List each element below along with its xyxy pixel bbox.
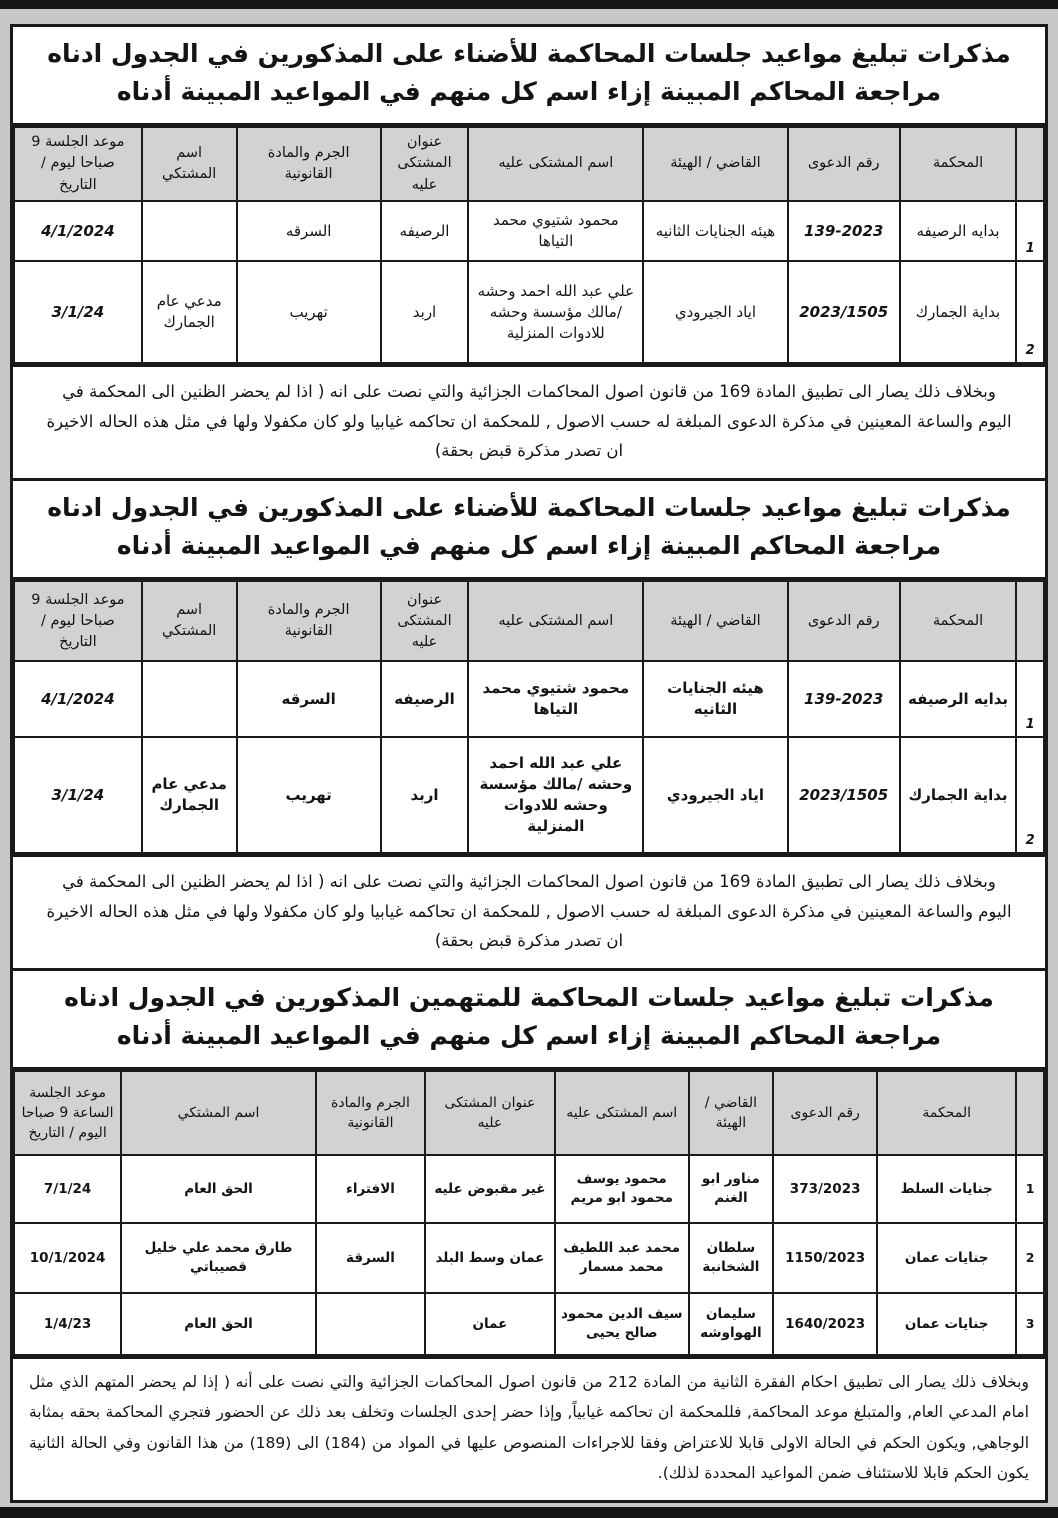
cell-defendant-address: اربد [381, 737, 469, 853]
hearings-table-1 [13, 126, 1045, 364]
table-row [14, 261, 1044, 363]
hearings-table-3 [13, 1070, 1045, 1356]
cell-complainant: مدعي عام الجمارك [142, 261, 237, 363]
cell-crime: تهريب [237, 261, 381, 363]
cell-judge: سليمان الهواوشه [689, 1293, 773, 1355]
cell-judge: اياد الجيرودي [643, 261, 787, 363]
row-number: 2 [1016, 737, 1044, 853]
cell-crime [316, 1293, 425, 1355]
cell-defendant: سيف الدين محمود صالح يحيى [555, 1293, 689, 1355]
col-row-number [1016, 127, 1044, 201]
col-defendant-address: عنوان المشتكى عليه [381, 581, 469, 661]
table-row [14, 661, 1044, 737]
table-row [14, 737, 1044, 853]
table-row [14, 201, 1044, 261]
table-3-header-row [14, 1071, 1044, 1155]
col-defendant: اسم المشتكى عليه [468, 581, 643, 661]
col-defendant-address: عنوان المشتكى عليه [381, 127, 469, 201]
col-judge: القاضي / الهيئة [643, 127, 787, 201]
cell-crime: السرقه [237, 661, 381, 737]
cell-case-number: 1150/2023 [773, 1223, 877, 1293]
cell-case-number: 139-2023 [788, 661, 900, 737]
cell-judge: اياد الجيرودي [643, 737, 787, 853]
cell-defendant-address: غير مقبوض عليه [425, 1155, 555, 1223]
cell-case-number: 1640/2023 [773, 1293, 877, 1355]
col-session-date: موعد الجلسة 9 صباحا ليوم / التاريخ [14, 581, 142, 661]
cell-complainant [142, 201, 237, 261]
cell-defendant: علي عبد الله احمد وحشه /مالك مؤسسة وحشه للادوات المنزلية [468, 261, 643, 363]
cell-judge: سلطان الشخانبة [689, 1223, 773, 1293]
col-crime: الجرم والمادة القانونية [316, 1071, 425, 1155]
cell-complainant: مدعي عام الجمارك [142, 737, 237, 853]
col-complainant: اسم المشتكي [142, 581, 237, 661]
col-complainant: اسم المشتكي [121, 1071, 316, 1155]
table-row [14, 1223, 1044, 1293]
cell-defendant-address: عمان وسط البلد [425, 1223, 555, 1293]
col-crime: الجرم والمادة القانونية [237, 127, 381, 201]
col-row-number [1016, 1071, 1044, 1155]
cell-court: جنايات عمان [877, 1293, 1016, 1355]
cell-defendant-address: اربد [381, 261, 469, 363]
cell-complainant: طارق محمد علي خليل قصيباتي [121, 1223, 316, 1293]
cell-session-date: 10/1/2024 [14, 1223, 121, 1293]
col-session-date: موعد الجلسة الساعة 9 صباحا اليوم / التاريخ [14, 1071, 121, 1155]
cell-crime: السرقه [237, 201, 381, 261]
col-case-number: رقم الدعوى [788, 581, 900, 661]
table-1-header-row [14, 127, 1044, 201]
notice-section-1 [13, 27, 1045, 481]
cell-crime: السرقة [316, 1223, 425, 1293]
cell-complainant: الحق العام [121, 1155, 316, 1223]
cell-court: بدايه الرصيفه [900, 661, 1016, 737]
cell-court: بداية الجمارك [900, 737, 1016, 853]
col-case-number: رقم الدعوى [788, 127, 900, 201]
cell-defendant: محمود شتيوي محمد التياها [468, 661, 643, 737]
scan-top-edge [0, 0, 1058, 9]
cell-judge: هيئه الجنايات الثانيه [643, 201, 787, 261]
row-number: 2 [1016, 261, 1044, 363]
legal-notice-document [10, 24, 1048, 1503]
section-2-legal-note: وبخلاف ذلك يصار الى تطبيق المادة 169 من قانون اصول المحاكمات الجزائية والتي نصت على انه ( اذا لم يحضر الظنين الى المحكمة في اليوم والساعة المعينين في مذكرة الدعوى المبلغة له حسب الاصول , للمحكمة ان تحاكمه غيابيا ولو كان مكفولا ولها في مثل هذه الحاله الاخيرة ان تصدر مذكرة قبض بحقة) [13, 857, 1045, 971]
scan-bottom-edge [0, 1507, 1058, 1518]
section-1-legal-note: وبخلاف ذلك يصار الى تطبيق المادة 169 من قانون اصول المحاكمات الجزائية والتي نصت على انه ( اذا لم يحضر الظنين الى المحكمة في اليوم والساعة المعينين في مذكرة الدعوى المبلغة له حسب الاصول , للمحكمة ان تحاكمه غيابيا ولو كان مكفولا ولها في مثل هذه الحاله الاخيرة ان تصدر مذكرة قبض بحقة) [13, 367, 1045, 481]
table-row [14, 1293, 1044, 1355]
row-number: 1 [1016, 201, 1044, 261]
cell-defendant: علي عبد الله احمد وحشه /مالك مؤسسة وحشه للادوات المنزلية [468, 737, 643, 853]
cell-session-date: 4/1/2024 [14, 201, 142, 261]
row-number: 3 [1016, 1293, 1044, 1355]
cell-defendant: محمود يوسف محمود ابو مريم [555, 1155, 689, 1223]
col-judge: القاضي / الهيئة [643, 581, 787, 661]
col-court: المحكمة [900, 127, 1016, 201]
col-row-number [1016, 581, 1044, 661]
cell-session-date: 1/4/23 [14, 1293, 121, 1355]
cell-court: جنايات عمان [877, 1223, 1016, 1293]
col-defendant: اسم المشتكى عليه [468, 127, 643, 201]
cell-session-date: 7/1/24 [14, 1155, 121, 1223]
cell-judge: مناور ابو الغنم [689, 1155, 773, 1223]
row-number: 1 [1016, 661, 1044, 737]
cell-defendant-address: الرصيفه [381, 201, 469, 261]
hearings-table-2 [13, 580, 1045, 854]
cell-case-number: 2023/1505 [788, 737, 900, 853]
section-3-legal-note: وبخلاف ذلك يصار الى تطبيق احكام الفقرة الثانية من المادة 212 من قانون اصول المحاكمات الجزائية والتي نصت على أنه ( إذا لم يحضر المتهم الذي مثل امام المدعي العام, والمتبلغ موعد المحاكمة, فللمحكمة ان تحاكمه غيابياً, وإذا حضر إحدى الجلسات وتخلف بعد ذلك عن الحضور فتجري المحاكمة بحقه بمثابة الوجاهي, ويكون الحكم في الحالة الاولى قابلا للاعتراض وفقا للاجراءات المنصوص عليها في المواد من (184) الى (189) من هذا القانون وفي الحالة الثانية يكون الحكم قابلا للاستئناف ضمن المواعيد المحددة لذلك). [29, 1373, 1029, 1482]
section-3-title: مذكرات تبليغ مواعيد جلسات المحاكمة للمتهمين المذكورين في الجدول ادناه مراجعة المحاكم المبينة إزاء اسم كل منهم في المواعيد المبينة أدناه [13, 971, 1045, 1070]
cell-session-date: 4/1/2024 [14, 661, 142, 737]
col-session-date: موعد الجلسة 9 صباحا ليوم / التاريخ [14, 127, 142, 201]
table-2-header-row [14, 581, 1044, 661]
cell-court: بدايه الرصيفه [900, 201, 1016, 261]
cell-complainant: الحق العام [121, 1293, 316, 1355]
section-2-title: مذكرات تبليغ مواعيد جلسات المحاكمة للأضناء على المذكورين في الجدول ادناه مراجعة المحاكم المبينة إزاء اسم كل منهم في المواعيد المبينة أدناه [13, 481, 1045, 580]
section-1-title: مذكرات تبليغ مواعيد جلسات المحاكمة للأضناء على المذكورين في الجدول ادناه مراجعة المحاكم المبينة إزاء اسم كل منهم في المواعيد المبينة أدناه [13, 27, 1045, 126]
cell-defendant-address: الرصيفه [381, 661, 469, 737]
cell-case-number: 139-2023 [788, 201, 900, 261]
notice-section-2 [13, 481, 1045, 971]
col-case-number: رقم الدعوى [773, 1071, 877, 1155]
cell-session-date: 3/1/24 [14, 737, 142, 853]
col-defendant: اسم المشتكى عليه [555, 1071, 689, 1155]
cell-crime: تهريب [237, 737, 381, 853]
table-row [14, 1155, 1044, 1223]
row-number: 2 [1016, 1223, 1044, 1293]
cell-judge: هيئه الجنايات الثانيه [643, 661, 787, 737]
notice-section-3 [13, 971, 1045, 1500]
col-complainant: اسم المشتكي [142, 127, 237, 201]
col-defendant-address: عنوان المشتكى عليه [425, 1071, 555, 1155]
row-number: 1 [1016, 1155, 1044, 1223]
cell-case-number: 373/2023 [773, 1155, 877, 1223]
col-judge: القاضي / الهيئة [689, 1071, 773, 1155]
col-court: المحكمة [900, 581, 1016, 661]
cell-defendant: محمود شتيوي محمد التياها [468, 201, 643, 261]
col-court: المحكمة [877, 1071, 1016, 1155]
col-crime: الجرم والمادة القانونية [237, 581, 381, 661]
cell-court: جنايات السلط [877, 1155, 1016, 1223]
cell-crime: الافتراء [316, 1155, 425, 1223]
cell-case-number: 2023/1505 [788, 261, 900, 363]
cell-defendant: محمد عبد اللطيف محمد مسمار [555, 1223, 689, 1293]
cell-defendant-address: عمان [425, 1293, 555, 1355]
cell-session-date: 3/1/24 [14, 261, 142, 363]
cell-court: بداية الجمارك [900, 261, 1016, 363]
cell-complainant [142, 661, 237, 737]
